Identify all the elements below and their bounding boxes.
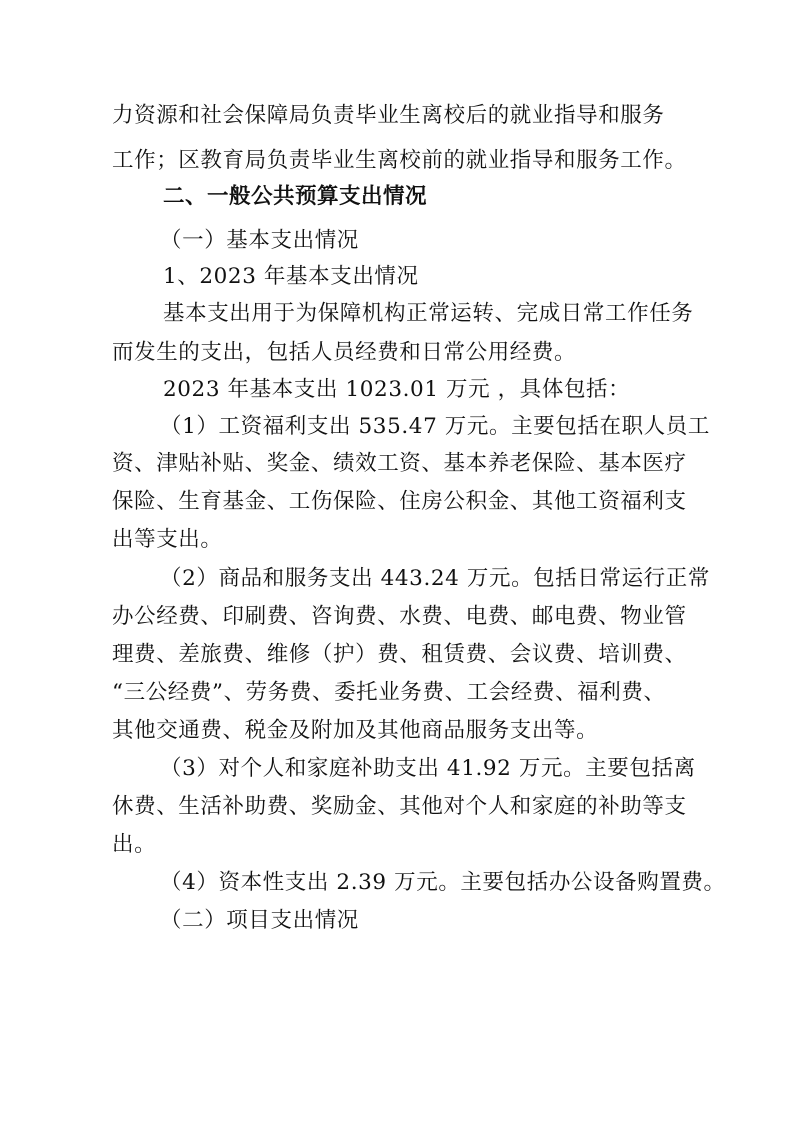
- paragraph-line: 2023 年基本支出 1023.01 万元 ，具体包括：: [163, 377, 631, 402]
- paragraph-line: 出等支出。: [112, 527, 223, 552]
- subsection-heading: （一）基本支出情况: [160, 228, 359, 253]
- paragraph-line: 资、津贴补贴、奖金、绩效工资、基本养老保险、基本医疗: [112, 451, 687, 476]
- subsection-heading: （二）项目支出情况: [160, 908, 359, 933]
- paragraph-line: 保险、生育基金、工伤保险、住房公积金、其他工资福利支: [112, 489, 687, 514]
- paragraph-line: 理费、差旅费、维修（护）费、租赁费、会议费、培训费、: [112, 642, 687, 667]
- paragraph-line: 基本支出用于为保障机构正常运转、完成日常工作任务: [163, 301, 694, 326]
- paragraph-line: 力资源和社会保障局负责毕业生离校后的就业指导和服务: [112, 103, 665, 128]
- paragraph-line: （3）对个人和家庭补助支出 41.92 万元。主要包括离: [160, 756, 696, 781]
- paragraph-line: 办公经费、印刷费、咨询费、水费、电费、邮电费、物业管: [112, 604, 687, 629]
- paragraph-line: （2）商品和服务支出 443.24 万元。包括日常运行正常: [160, 566, 710, 591]
- paragraph-line: （1）工资福利支出 535.47 万元。主要包括在职人员工: [160, 414, 710, 439]
- paragraph-line: 而发生的支出，包括人员经费和日常公用经费。: [112, 340, 577, 365]
- paragraph-line: 其他交通费、税金及附加及其他商品服务支出等。: [112, 718, 599, 743]
- paragraph-line: 出。: [112, 832, 157, 857]
- paragraph-line: （4）资本性支出 2.39 万元。主要包括办公设备购置费。: [160, 870, 726, 895]
- subsection-heading: 1、2023 年基本支出情况: [163, 264, 419, 289]
- paragraph-line: “三公经费”、劳务费、委托业务费、工会经费、福利费、: [112, 680, 666, 705]
- section-heading: 二、一般公共预算支出情况: [163, 184, 428, 209]
- paragraph-line: 休费、生活补助费、奖励金、其他对个人和家庭的补助等支: [112, 794, 687, 819]
- paragraph-line: 工作；区教育局负责毕业生离校前的就业指导和服务工作。: [112, 148, 687, 173]
